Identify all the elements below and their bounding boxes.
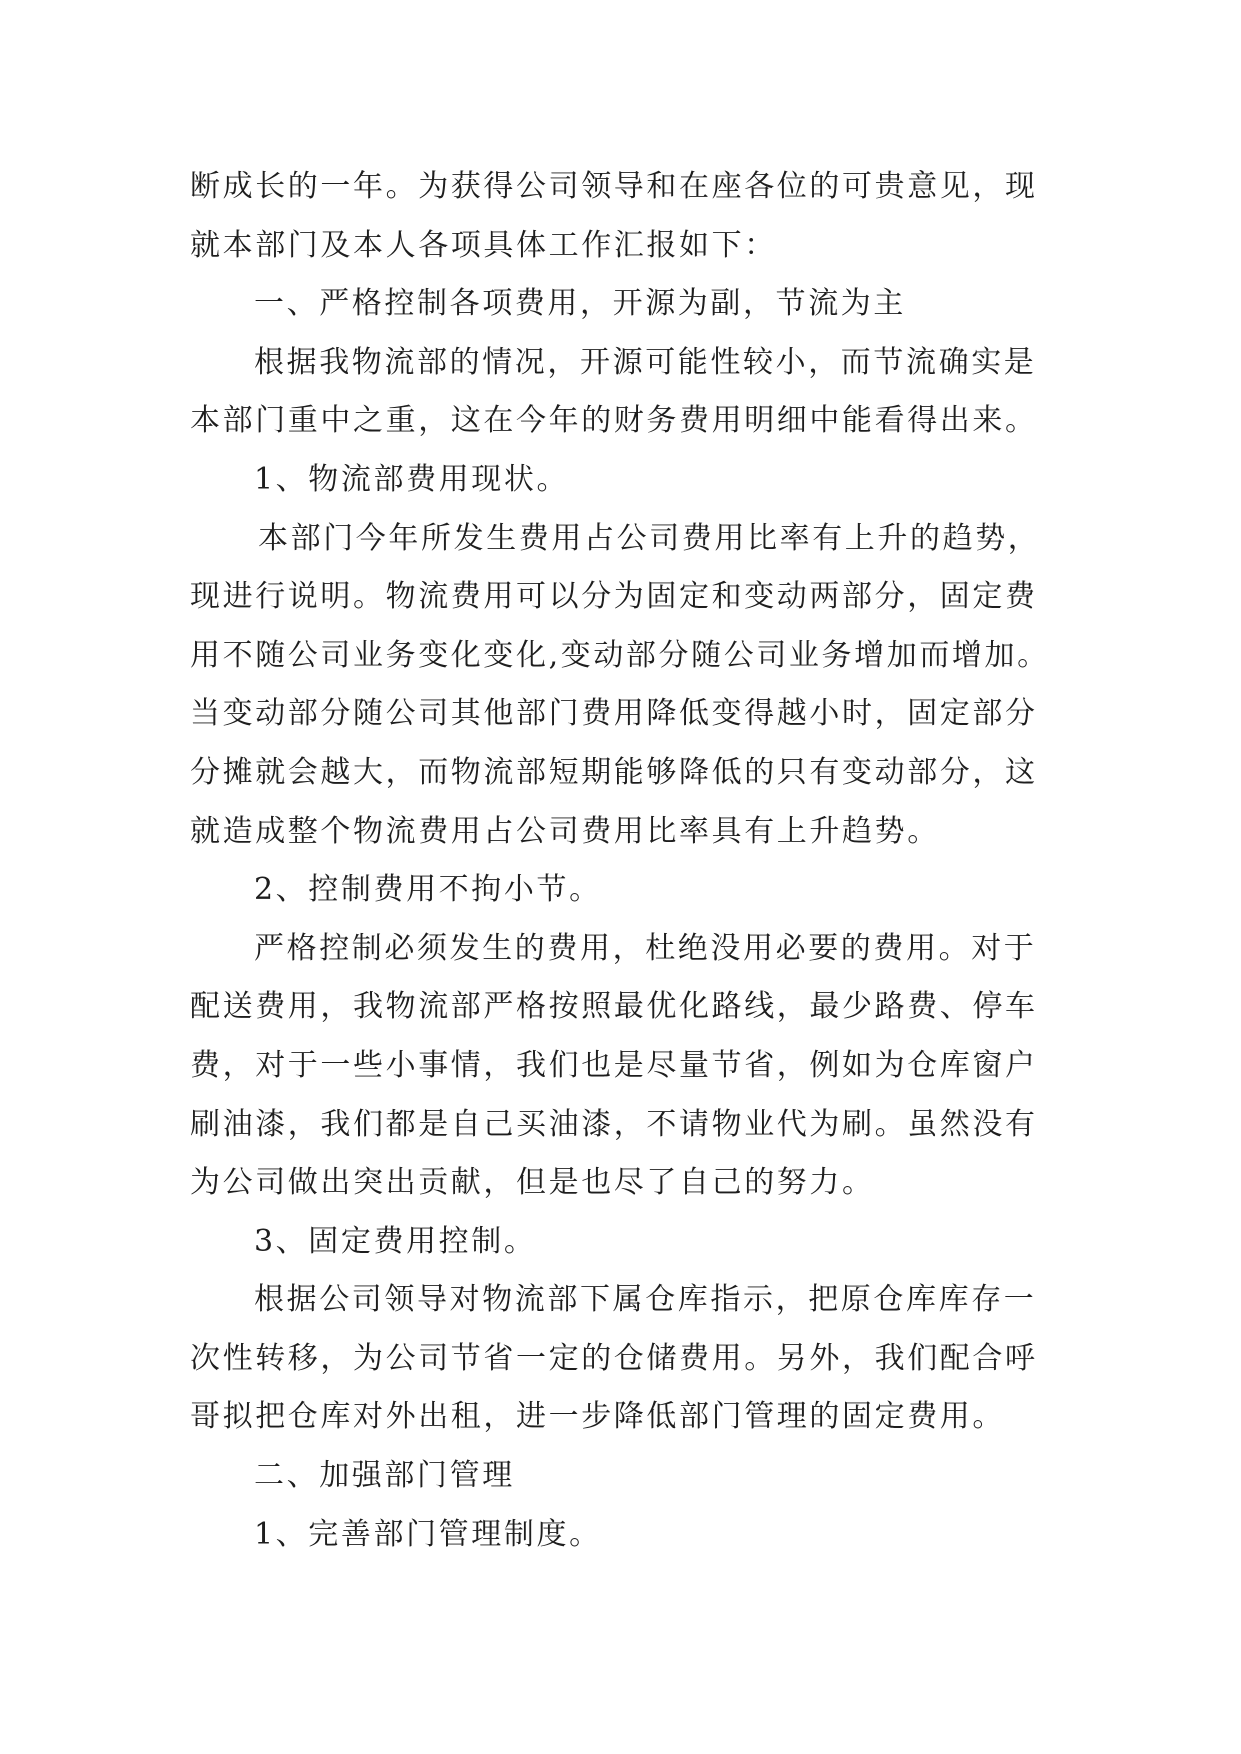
body-line: 用不随公司业务变化变化,变动部分随公司业务增加而增加。: [190, 637, 1050, 673]
subsection-heading: 1、完善部门管理制度。: [254, 1516, 602, 1552]
body-line: 哥拟把仓库对外出租，进一步降低部门管理的固定费用。: [190, 1399, 1005, 1435]
body-line: 当变动部分随公司其他部门费用降低变得越小时，固定部分: [190, 696, 1038, 732]
body-line: 费，对于一些小事情，我们也是尽量节省，例如为仓库窗户: [190, 1047, 1038, 1083]
body-line: 断成长的一年。为获得公司领导和在座各位的可贵意见，现: [190, 169, 1038, 204]
subsection-heading: 3、固定费用控制。: [254, 1223, 537, 1259]
body-line: 现进行说明。物流费用可以分为固定和变动两部分，固定费: [190, 579, 1038, 615]
subsection-heading: 2、控制费用不拘小节。: [254, 872, 602, 908]
document-body: [190, 158, 1050, 1564]
body-line: 配送费用，我物流部严格按照最优化路线，最少路费、停车: [190, 989, 1038, 1025]
body-line: 次性转移，为公司节省一定的仓储费用。另外，我们配合呼: [190, 1340, 1038, 1376]
paragraph-start-line: 严格控制必须发生的费用，杜绝没用必要的费用。对于: [254, 930, 1037, 966]
section-heading: 一、严格控制各项费用，开源为副，节流为主: [254, 286, 906, 322]
paragraph-start-line: 根据我物流部的情况，开源可能性较小，而节流确实是: [254, 344, 1037, 380]
body-line: 本部门重中之重，这在今年的财务费用明细中能看得出来。: [190, 403, 1038, 439]
body-line: 就造成整个物流费用占公司费用比率具有上升趋势。: [190, 813, 940, 849]
body-line: 为公司做出突出贡献，但是也尽了自己的努力。: [190, 1165, 875, 1201]
subsection-heading: 1、物流部费用现状。: [254, 461, 570, 497]
body-line: 就本部门及本人各项具体工作汇报如下：: [190, 227, 777, 263]
paragraph-start-line: 根据公司领导对物流部下属仓库指示，把原仓库库存一: [254, 1282, 1037, 1318]
body-line: 分摊就会越大，而物流部短期能够降低的只有变动部分，这: [190, 754, 1038, 790]
section-heading: 二、加强部门管理: [254, 1458, 515, 1494]
body-line: 刷油漆，我们都是自己买油漆，不请物业代为刷。虽然没有: [190, 1106, 1038, 1142]
paragraph-start-line: 本部门今年所发生费用占公司费用比率有上升的趋势，: [258, 520, 1041, 556]
